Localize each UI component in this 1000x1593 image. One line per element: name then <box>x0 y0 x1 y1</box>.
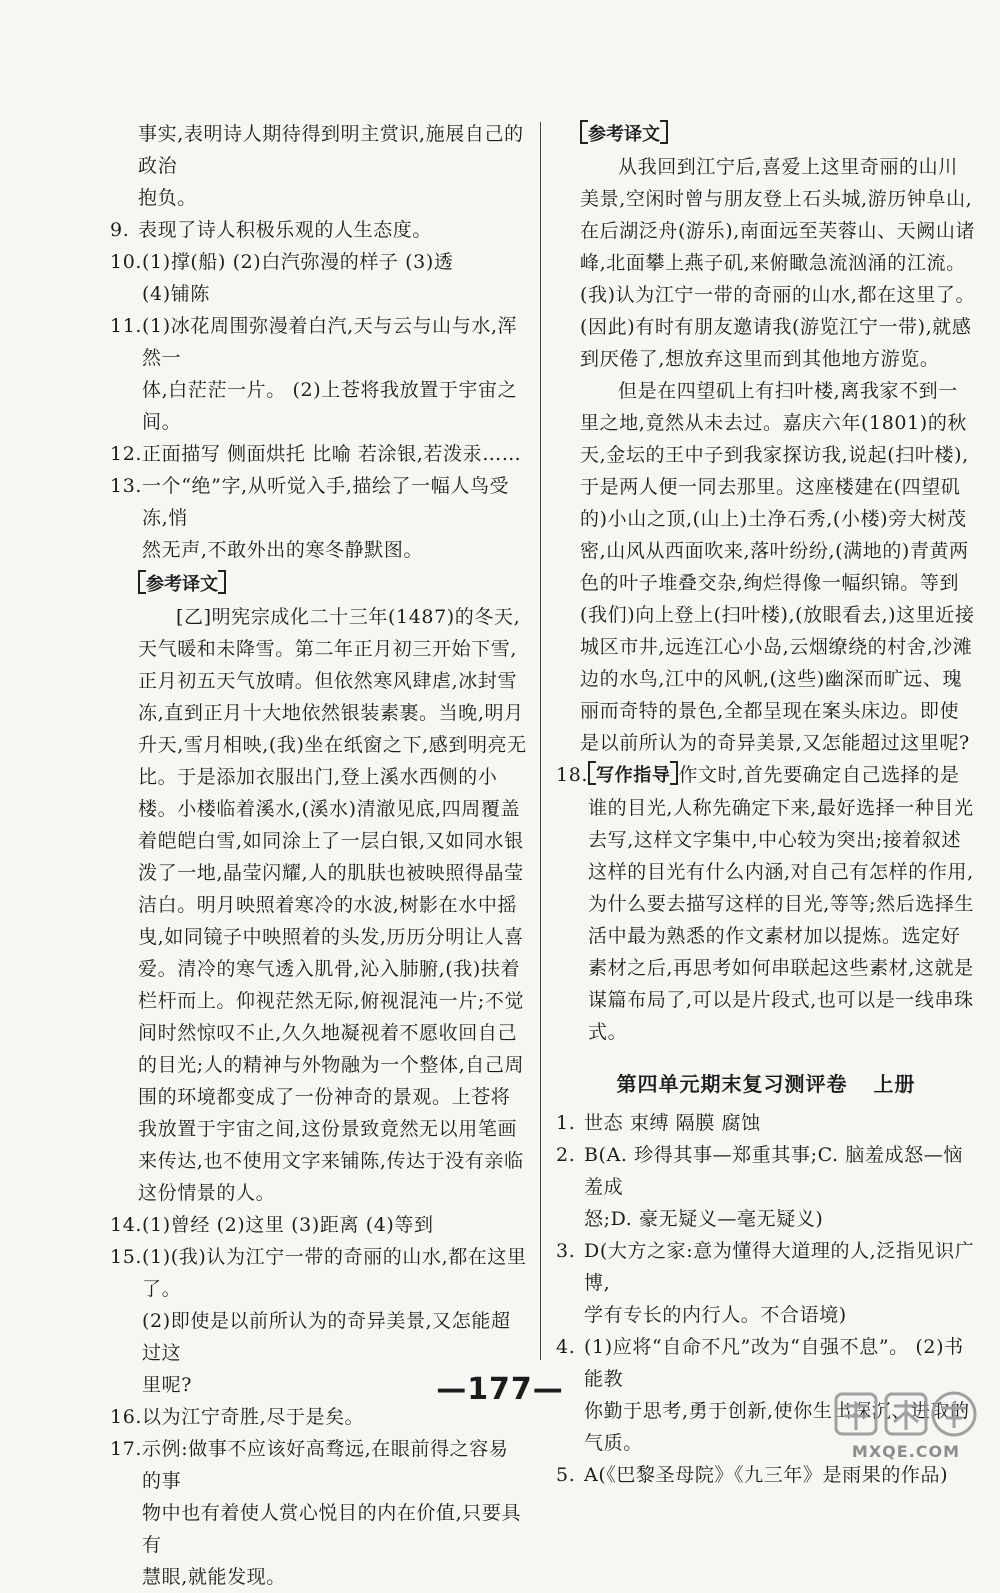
page-number: —177— <box>436 1372 564 1407</box>
item-number: 9. <box>110 219 130 241</box>
column-divider <box>540 122 541 1360</box>
answer-item-12 <box>110 438 528 470</box>
watermark-url: MXQE.COM <box>851 1442 961 1461</box>
answer-item-14 <box>110 1209 528 1241</box>
item-number: 11. <box>110 315 143 337</box>
answer-item-11 <box>110 310 528 438</box>
item-number: 5. <box>556 1464 576 1486</box>
item-number: 17. <box>110 1438 143 1460</box>
watermark <box>826 1388 986 1464</box>
item-text: (1)(我)认为江宁一带的奇丽的山水,都在这里了。 (2)即使是以前所认为的奇异美景,又怎能超过这 里呢? <box>142 1246 527 1396</box>
answer-item-13 <box>110 470 528 566</box>
answer-item-10 <box>110 246 528 310</box>
answer-item-3 <box>556 1235 976 1331</box>
watermark-logo <box>832 1388 980 1442</box>
item-text: 一个“绝”字,从听觉入手,描绘了一幅人鸟受冻,悄 然无声,不敢外出的寒冬静默图。 <box>142 475 510 561</box>
item-number: 15. <box>110 1246 143 1268</box>
item-text: 表现了诗人积极乐观的人生态度。 <box>138 219 433 241</box>
item-number: 4. <box>556 1336 576 1358</box>
item-text: (1)曾经 (2)这里 (3)距离 (4)等到 <box>142 1214 434 1236</box>
item-text: (1)撑(船) (2)白汽弥漫的样子 (3)透 (4)铺陈 <box>142 251 454 305</box>
item-text: 正面描写 侧面烘托 比喻 若涂银,若泼汞…… <box>142 443 522 465</box>
section-title-text: 第四单元期末复习测评卷 <box>616 1072 848 1096</box>
translation-heading <box>556 118 976 151</box>
item-text: D(大方之家:意为懂得大道理的人,泛指见识广博, 学有专长的内行人。不合语境) <box>584 1240 975 1326</box>
section-title <box>556 1068 976 1097</box>
item-text: (1)应将“自命不凡”改为“自强不息”。 (2)书能教 你勤于思考,勇于创新,使你生出深沉、进取的气质。 <box>584 1336 970 1454</box>
translation-paragraph-1: 从我回到江宁后,喜爱上这里奇丽的山川美景,空闲时曾与朋友登上石头城,游历钟阜山,在后湖泛舟(游乐),南面远至芙蓉山、天阙山诸峰,北面攀上燕子矶,来俯瞰急流汹涌的江流。(我)认为江宁一带的奇丽的山水,都在这里了。(因此)有时有朋友邀请我(游览江宁一带),就感到厌倦了,想放弃这里而到其他地方游览。 <box>580 156 976 370</box>
item-text: 以为江宁奇胜,尽于是矣。 <box>142 1406 365 1428</box>
item-text: (1)冰花周围弥漫着白汽,天与云与山与水,浑然一 体,白茫茫一片。 (2)上苍将我放置于宇宙之间。 <box>142 315 518 433</box>
item-text: 世态 束缚 隔膜 腐蚀 <box>584 1112 761 1134</box>
item-number: 1. <box>556 1112 576 1134</box>
item-number: 3. <box>556 1240 576 1262</box>
item-number: 18. <box>556 764 589 786</box>
item-number: 14. <box>110 1214 143 1236</box>
right-column <box>556 118 976 1491</box>
translation-heading <box>110 568 528 601</box>
item-text <box>588 759 976 1048</box>
section-volume: 上册 <box>873 1072 916 1096</box>
answer-item-18 <box>556 759 976 1048</box>
answer-item-9 <box>110 214 528 246</box>
item-number: 16. <box>110 1406 143 1428</box>
item-number: 12. <box>110 443 143 465</box>
item-number: 2. <box>556 1144 576 1166</box>
translation-paragraph-2: 但是在四望矶上有扫叶楼,离我家不到一里之地,竟然从未去过。嘉庆六年(1801)的秋天,金坛的王中子到我家探访我,说起(扫叶楼),于是两人便一同去那里。这座楼建在(四望矶的)小山之顶,(山上)土净石秀,(小楼)旁大树茂密,山风从西面吹来,落叶纷纷,(满地的)青黄两色的叶子堆叠交杂,绚烂得像一幅织锦。等到(我们)向上登上(扫叶楼),(放眼看去,)这里近接城区市井,远连江心小岛,云烟缭绕的村舍,沙滩边的水鸟,江中的风帆,(这些)幽深而旷远、瑰丽而奇特的景色,全都呈现在案头床边。即使是以前所认为的奇异美景,又怎能超过这里呢? <box>580 380 975 754</box>
item-text: B(A. 珍得其事—郑重其事;C. 脑羞成怒—恼羞成 怒;D. 豪无疑义—毫无疑义) <box>584 1144 963 1230</box>
translation-paragraph: [乙]明宪宗成化二十三年(1487)的冬天,天气暖和未降雪。第二年正月初三开始下雪,正月初五天气放晴。但依然寒风肆虐,冰封雪冻,直到正月十大地依然银装素裹。当晚,明月升天,雪月相映,(我)坐在纸窗之下,感到明亮无比。于是添加衣服出门,登上溪水西侧的小楼。小楼临着溪水,(溪水)清澈见底,四周覆盖着皑皑白雪,如同涂上了一层白银,又如同水银泼了一地,晶莹闪耀,人的肌肤也被映照得晶莹洁白。明月映照着寒冷的水波,树影在水中摇曳,如同镜子中映照着的头发,历历分明让人喜爱。清冷的寒气透入肌骨,沁入肺腑,(我)扶着栏杆而上。仰视茫然无际,俯视混沌一片;不觉间时然惊叹不止,久久地凝视着不愿收回自己的目光;人的精神与外物融为一个整体,自己周围的环境都变成了一份神奇的景观。上苍将我放置于宇宙之间,这份景致竟然无以用笔画来传达,也不使用文字来铺陈,传达于没有亲临这份情景的人。 <box>138 606 527 1204</box>
writing-guide-text: 作文时,首先要确定自己选择的是谁的目光,人称先确定下来,最好选择一种目光去写,这样文字集中,中心较为突出;接着叙述这样的目光有什么内涵,对自己有怎样的作用,为什么要去描写这样的目光,等等;然后选择生活中最为熟悉的作文素材加以提炼。选定好素材之后,再思考如何串联起这些素材,这就是谋篇布局了,可以是片段式,也可以是一线串珠式。 <box>588 764 975 1043</box>
continuation-line: 抱负。 <box>138 187 197 209</box>
writing-guide-label: 写作指导 <box>596 765 671 786</box>
item-number: 10. <box>110 251 143 273</box>
answer-item-1 <box>556 1107 976 1139</box>
item-number: 13. <box>110 475 143 497</box>
translation-label: 参考译文 <box>588 124 660 145</box>
answer-item-17 <box>110 1433 528 1593</box>
translation-label: 参考译文 <box>146 574 218 595</box>
item-text: A(《巴黎圣母院》《九三年》是雨果的作品) <box>584 1464 949 1486</box>
answer-item-2 <box>556 1139 976 1235</box>
item-text: 示例:做事不应该好高骛远,在眼前得之容易的事 物中也有着使人赏心悦目的内在价值,只要具有 慧眼,就能发现。 <box>142 1438 522 1588</box>
continuation-line: 事实,表明诗人期待得到明主赏识,施展自己的政治 <box>138 123 524 177</box>
